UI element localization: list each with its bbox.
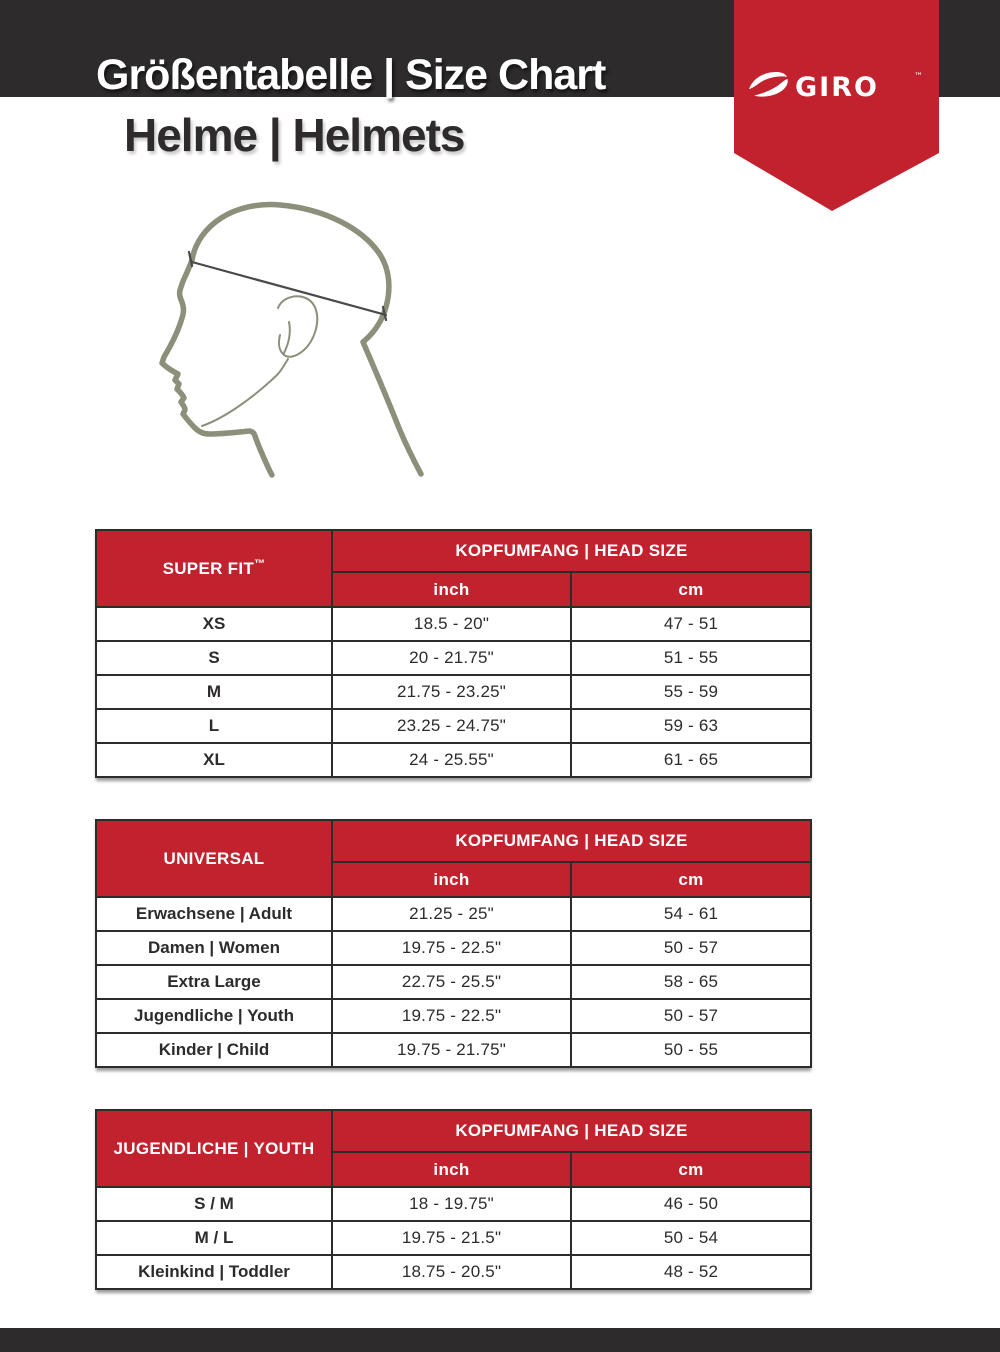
inch-value: 22.75 - 25.5"	[332, 965, 571, 999]
cm-value: 50 - 55	[571, 1033, 811, 1067]
cm-value: 59 - 63	[571, 709, 811, 743]
table-row	[96, 1033, 811, 1067]
table-row	[96, 709, 811, 743]
inch-value: 19.75 - 22.5"	[332, 999, 571, 1033]
inch-value: 20 - 21.75"	[332, 641, 571, 675]
size-label: S / M	[96, 1187, 332, 1221]
table-super-fit	[95, 529, 812, 778]
table1-unit-inch: inch	[332, 572, 571, 607]
table-row	[96, 641, 811, 675]
cm-value: 55 - 59	[571, 675, 811, 709]
footer-bar	[0, 1328, 1000, 1352]
table1-category-label: SUPER FIT	[162, 558, 255, 578]
inch-value: 19.75 - 21.75"	[332, 1033, 571, 1067]
table-row	[96, 999, 811, 1033]
giro-trademark: ™	[914, 72, 923, 82]
face-outline	[162, 260, 272, 475]
inch-value: 23.25 - 24.75"	[332, 709, 571, 743]
measurement-line	[189, 252, 386, 320]
inch-value: 19.75 - 22.5"	[332, 931, 571, 965]
brand-ribbon	[734, 0, 939, 211]
table-row	[96, 743, 811, 777]
table1-category-header	[96, 530, 332, 607]
page-title: Größentabelle | Size Chart	[96, 51, 606, 99]
table-universal	[95, 819, 812, 1068]
giro-logo-icon	[749, 72, 788, 97]
cm-value: 48 - 52	[571, 1255, 811, 1289]
size-label: Jugendliche | Youth	[96, 999, 332, 1033]
size-label: Erwachsene | Adult	[96, 897, 332, 931]
table2-span-header: KOPFUMFANG | HEAD SIZE	[332, 820, 811, 862]
jaw-line	[202, 359, 288, 426]
cm-value: 46 - 50	[571, 1187, 811, 1221]
table-row	[96, 1255, 811, 1289]
cm-value: 61 - 65	[571, 743, 811, 777]
inch-value: 18 - 19.75"	[332, 1187, 571, 1221]
table2-unit-cm: cm	[571, 862, 811, 897]
table3-unit-inch: inch	[332, 1152, 571, 1187]
table3-category-header	[96, 1110, 332, 1187]
size-label: XL	[96, 743, 332, 777]
inch-value: 18.75 - 20.5"	[332, 1255, 571, 1289]
ear-outline	[278, 296, 317, 357]
cm-value: 47 - 51	[571, 607, 811, 641]
table3-unit-cm: cm	[571, 1152, 811, 1187]
table-youth	[95, 1109, 812, 1290]
size-label: L	[96, 709, 332, 743]
ear-inner-line	[284, 322, 290, 353]
size-label: Extra Large	[96, 965, 332, 999]
inch-value: 18.5 - 20"	[332, 607, 571, 641]
size-label: Damen | Women	[96, 931, 332, 965]
cm-value: 51 - 55	[571, 641, 811, 675]
table2-unit-inch: inch	[332, 862, 571, 897]
head-profile-figure	[140, 185, 460, 505]
table-row	[96, 607, 811, 641]
inch-value: 21.75 - 23.25"	[332, 675, 571, 709]
table-row	[96, 897, 811, 931]
cm-value: 50 - 57	[571, 931, 811, 965]
table-row	[96, 675, 811, 709]
size-label: Kinder | Child	[96, 1033, 332, 1067]
table1-category-tm: ™	[254, 557, 266, 570]
table-row	[96, 1221, 811, 1255]
size-label: XS	[96, 607, 332, 641]
size-label: M / L	[96, 1221, 332, 1255]
table1-unit-cm: cm	[571, 572, 811, 607]
cm-value: 58 - 65	[571, 965, 811, 999]
size-label: M	[96, 675, 332, 709]
table-row	[96, 931, 811, 965]
inch-value: 24 - 25.55"	[332, 743, 571, 777]
giro-logo	[748, 68, 924, 102]
table1-span-header: KOPFUMFANG | HEAD SIZE	[332, 530, 811, 572]
page-subtitle: Helme | Helmets	[124, 109, 465, 161]
cm-value: 54 - 61	[571, 897, 811, 931]
table3-category-label: JUGENDLICHE | YOUTH	[113, 1138, 315, 1158]
inch-value: 21.25 - 25"	[332, 897, 571, 931]
table3-span-header: KOPFUMFANG | HEAD SIZE	[332, 1110, 811, 1152]
inch-value: 19.75 - 21.5"	[332, 1221, 571, 1255]
size-label: S	[96, 641, 332, 675]
table2-category-header	[96, 820, 332, 897]
cm-value: 50 - 54	[571, 1221, 811, 1255]
table-row	[96, 1187, 811, 1221]
giro-wordmark: GIRO	[795, 72, 879, 102]
table-row	[96, 965, 811, 999]
table2-category-label: UNIVERSAL	[163, 848, 265, 868]
cm-value: 50 - 57	[571, 999, 811, 1033]
size-label: Kleinkind | Toddler	[96, 1255, 332, 1289]
